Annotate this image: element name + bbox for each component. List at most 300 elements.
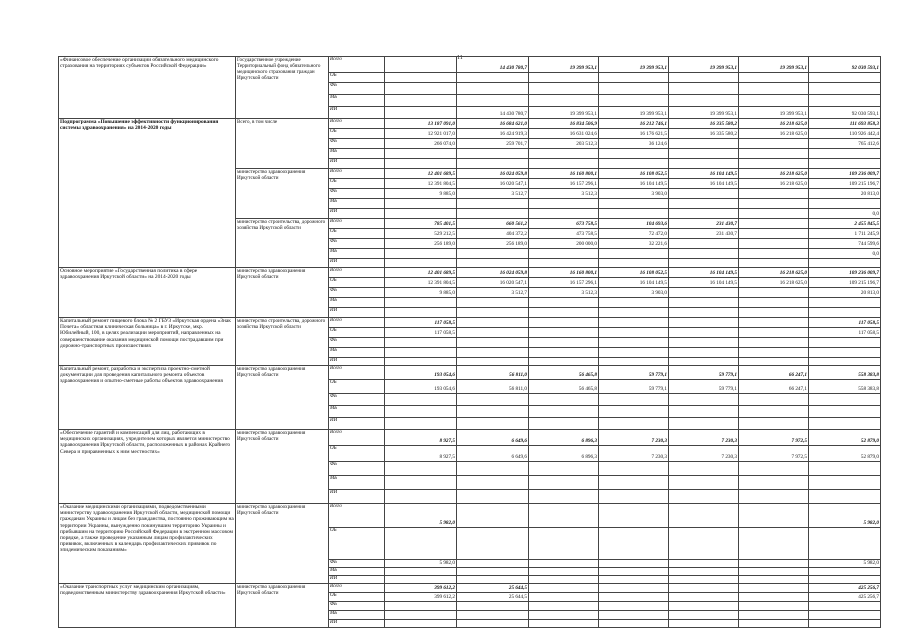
amount-cell: 16 218 625,0 (739, 129, 809, 139)
amount-cell: 6 649,6 (457, 430, 529, 446)
funding-source-cell: ОБ (329, 179, 385, 189)
amount-cell (669, 568, 739, 576)
funding-source-cell: МБ (329, 95, 385, 107)
amount-cell: 3 903,0 (599, 189, 669, 199)
amount-cell: 16 104 149,5 (599, 179, 669, 189)
amount-cell (669, 358, 739, 366)
amount-cell: 16 160 800,1 (529, 268, 599, 278)
amount-cell (457, 199, 529, 209)
amount-cell (669, 348, 739, 358)
amount-cell (529, 406, 599, 418)
program-name-cell: «Обеспечение гарантий и компенсаций для лиц, работающих в медицинских организациях, учредителем которых является министерство здравоохранения Иркутской области, расположенных в районах Крайнего Севера и приравненных к ним местностях» (59, 430, 236, 504)
amount-cell (599, 504, 669, 528)
amount-cell (739, 593, 809, 602)
amount-cell: 3 903,0 (599, 288, 669, 298)
amount-cell (739, 406, 809, 418)
amount-cell (529, 249, 599, 259)
amount-cell (385, 308, 457, 318)
program-name-cell: Подпрограмма «Повышение эффективности функционирования системы здравоохранения» на 2014-2020 годы (59, 119, 236, 268)
amount-cell (809, 358, 881, 366)
amount-cell (809, 568, 881, 576)
amount-cell (599, 602, 669, 611)
amount-cell (739, 249, 809, 259)
amount-cell: 109 215 196,7 (809, 179, 881, 189)
funding-table (58, 56, 881, 628)
amount-cell: 111 693 858,3 (809, 119, 881, 129)
amount-cell (669, 298, 739, 308)
amount-cell: 16 834 506,9 (529, 119, 599, 129)
amount-cell: 16 024 059,8 (457, 169, 529, 179)
amount-cell (739, 620, 809, 628)
amount-cell: 7 230,3 (669, 430, 739, 446)
amount-cell: 16 218 625,0 (739, 268, 809, 278)
amount-cell (529, 308, 599, 318)
amount-cell: 16 424 919,3 (457, 129, 529, 139)
amount-cell (529, 209, 599, 219)
amount-cell (599, 298, 669, 308)
program-name-cell: «Оказание медицинскими организациями, подведомственными министерству здравоохранения Иркутской области, медицинской помощи гражданам Украины и лицам без гражданства, постоянно проживающим на территории Украины, вынужденно покинувшим территорию Украины и прибывшим на территорию Российской Федерации в экстренном массовом порядке, а также проведение указанным лицам профилактических прививок, включенных в календарь профилактических прививок по эпидемическим показаниям» (59, 504, 236, 584)
amount-cell (385, 107, 457, 119)
amount-cell (385, 576, 457, 584)
amount-cell: 12 401 689,5 (385, 169, 457, 179)
amount-cell (669, 476, 739, 490)
amount-cell (385, 159, 457, 169)
amount-cell: 5 982,0 (809, 504, 881, 528)
amount-cell (599, 348, 669, 358)
executor-cell: министерство здравоохранения Иркутской области (236, 268, 329, 318)
amount-cell (457, 476, 529, 490)
amount-cell (739, 462, 809, 476)
amount-cell: 7 230,3 (599, 446, 669, 462)
amount-cell (739, 394, 809, 406)
amount-cell: 660 561,2 (457, 219, 529, 229)
amount-cell (457, 259, 529, 268)
amount-cell: 110 926 442,4 (809, 129, 881, 139)
amount-cell (457, 504, 529, 528)
amount-cell (739, 239, 809, 249)
amount-cell (599, 394, 669, 406)
funding-source-cell: МБ (329, 298, 385, 308)
amount-cell (529, 418, 599, 430)
amount-cell (739, 338, 809, 348)
amount-cell (669, 593, 739, 602)
amount-cell (739, 611, 809, 620)
amount-cell: 12 391 804,5 (385, 179, 457, 189)
amount-cell (669, 394, 739, 406)
amount-cell (599, 476, 669, 490)
amount-cell (599, 338, 669, 348)
funding-source-cell: Всего (329, 366, 385, 380)
amount-cell (529, 149, 599, 159)
amount-cell: 16 335 580,2 (669, 129, 739, 139)
amount-cell (739, 219, 809, 229)
amount-cell: 259 701,7 (457, 139, 529, 149)
program-name-cell: «Оказание транспортных услуг медицинским организациям, подведомственным министерству здравоохранения Иркутской области» (59, 584, 236, 628)
funding-source-cell: Всего (329, 268, 385, 278)
amount-cell: 19 399 953,1 (599, 57, 669, 73)
amount-cell (529, 602, 599, 611)
amount-cell (457, 249, 529, 259)
amount-cell (599, 308, 669, 318)
amount-cell: 6 896,3 (529, 446, 599, 462)
amount-cell (385, 95, 457, 107)
amount-cell (529, 576, 599, 584)
funding-source-cell: ОБ (329, 380, 385, 394)
amount-cell (739, 159, 809, 169)
amount-cell (385, 418, 457, 430)
amount-cell: 20 813,0 (809, 288, 881, 298)
program-name-cell: Основное мероприятие «Государственная политика в сфере здравоохранения Иркутской области» на 2014-2020 годы (59, 268, 236, 318)
amount-cell (457, 73, 529, 83)
amount-cell (457, 462, 529, 476)
amount-cell: 399 612,2 (385, 593, 457, 602)
amount-cell: 12 401 689,5 (385, 268, 457, 278)
funding-source-cell: Всего (329, 219, 385, 229)
amount-cell (669, 584, 739, 593)
amount-cell (457, 568, 529, 576)
amount-cell: 104 693,6 (599, 219, 669, 229)
amount-cell (457, 338, 529, 348)
amount-cell (739, 348, 809, 358)
amount-cell (809, 73, 881, 83)
amount-cell: 256 189,0 (457, 239, 529, 249)
funding-source-cell: ОБ (329, 229, 385, 239)
table-row (59, 430, 881, 446)
funding-source-cell: ФБ (329, 239, 385, 249)
amount-cell (457, 209, 529, 219)
amount-cell (385, 620, 457, 628)
funding-source-cell: ОБ (329, 528, 385, 560)
amount-cell: 19 399 953,1 (529, 57, 599, 73)
amount-cell: 16 104 149,5 (599, 278, 669, 288)
amount-cell: 16 020 547,1 (457, 278, 529, 288)
amount-cell (669, 560, 739, 568)
amount-cell: 203 512,3 (529, 139, 599, 149)
amount-cell (739, 418, 809, 430)
amount-cell: 19 399 953,1 (739, 57, 809, 73)
amount-cell (529, 584, 599, 593)
amount-cell (599, 528, 669, 560)
amount-cell: 56 811,0 (457, 366, 529, 380)
amount-cell (385, 338, 457, 348)
amount-cell: 193 054,6 (385, 366, 457, 380)
program-name-cell: «Финансовое обеспечение организации обязательного медицинского страхования на территориях субъектов Российской Федерации» (59, 57, 236, 119)
amount-cell (385, 348, 457, 358)
amount-cell (457, 611, 529, 620)
amount-cell: 16 157 296,1 (529, 278, 599, 288)
amount-cell (457, 490, 529, 504)
amount-cell: 9 885,0 (385, 288, 457, 298)
table-row (59, 504, 881, 528)
amount-cell: 3 512,3 (529, 288, 599, 298)
amount-cell (385, 57, 457, 73)
amount-cell: 5 982,0 (809, 560, 881, 568)
amount-cell (529, 159, 599, 169)
amount-cell (529, 611, 599, 620)
amount-cell: 117 058,5 (385, 328, 457, 338)
amount-cell (669, 528, 739, 560)
amount-cell (599, 490, 669, 504)
executor-cell: министерство здравоохранения Иркутской области (236, 366, 329, 430)
amount-cell (599, 149, 669, 159)
amount-cell (529, 73, 599, 83)
funding-source-cell: ФБ (329, 83, 385, 95)
funding-source-cell: Всего (329, 57, 385, 73)
amount-cell: 8 927,5 (385, 446, 457, 462)
amount-cell: 117 058,5 (385, 318, 457, 328)
amount-cell: 66 247,1 (739, 380, 809, 394)
funding-source-cell: МБ (329, 406, 385, 418)
amount-cell: 14 430 780,7 (457, 107, 529, 119)
amount-cell (739, 504, 809, 528)
amount-cell (385, 490, 457, 504)
amount-cell: 16 335 580,2 (669, 119, 739, 129)
amount-cell (385, 83, 457, 95)
funding-source-cell: ФБ (329, 602, 385, 611)
amount-cell (385, 568, 457, 576)
amount-cell (809, 611, 881, 620)
amount-cell: 59 779,1 (669, 380, 739, 394)
amount-cell (599, 576, 669, 584)
amount-cell: 16 024 059,8 (457, 268, 529, 278)
amount-cell (385, 73, 457, 83)
amount-cell (739, 199, 809, 209)
amount-cell (739, 73, 809, 83)
amount-cell (599, 328, 669, 338)
funding-source-cell: ИИ (329, 259, 385, 268)
amount-cell (599, 95, 669, 107)
amount-cell (739, 149, 809, 159)
amount-cell: 200 000,0 (529, 239, 599, 249)
funding-source-cell: ИИ (329, 490, 385, 504)
amount-cell: 16 218 625,0 (739, 169, 809, 179)
amount-cell (739, 139, 809, 149)
amount-cell (809, 418, 881, 430)
amount-cell (599, 418, 669, 430)
amount-cell (457, 348, 529, 358)
funding-source-cell: МБ (329, 249, 385, 259)
amount-cell: 56 465,8 (529, 380, 599, 394)
amount-cell (457, 298, 529, 308)
amount-cell (739, 209, 809, 219)
amount-cell (739, 308, 809, 318)
amount-cell (529, 318, 599, 328)
amount-cell (457, 83, 529, 95)
amount-cell: 231 430,7 (669, 219, 739, 229)
amount-cell: 117 058,5 (809, 328, 881, 338)
amount-cell: 109 236 009,7 (809, 169, 881, 179)
table-row (59, 318, 881, 328)
amount-cell (739, 83, 809, 95)
amount-cell: 14 430 780,7 (457, 57, 529, 73)
amount-cell: 12 921 017,0 (385, 129, 457, 139)
amount-cell (809, 576, 881, 584)
amount-cell (739, 560, 809, 568)
table-row (59, 57, 881, 73)
amount-cell (599, 568, 669, 576)
amount-cell (457, 95, 529, 107)
amount-cell: 52 879,0 (809, 446, 881, 462)
amount-cell (385, 358, 457, 366)
amount-cell: 16 218 625,0 (739, 179, 809, 189)
amount-cell (599, 209, 669, 219)
amount-cell (457, 328, 529, 338)
amount-cell: 16 108 052,5 (599, 268, 669, 278)
amount-cell: 12 391 804,5 (385, 278, 457, 288)
amount-cell: 36 124,6 (599, 139, 669, 149)
amount-cell: 92 030 593,1 (809, 107, 881, 119)
amount-cell: 529 212,5 (385, 229, 457, 239)
amount-cell (599, 584, 669, 593)
amount-cell (809, 338, 881, 348)
amount-cell (739, 576, 809, 584)
amount-cell (457, 418, 529, 430)
amount-cell: 16 212 746,1 (599, 119, 669, 129)
amount-cell (739, 358, 809, 366)
amount-cell: 7 972,5 (739, 430, 809, 446)
amount-cell (809, 620, 881, 628)
amount-cell: 59 779,1 (599, 366, 669, 380)
amount-cell: 16 176 621,5 (599, 129, 669, 139)
amount-cell (385, 394, 457, 406)
amount-cell (669, 490, 739, 504)
amount-cell (669, 159, 739, 169)
amount-cell: 765 412,6 (809, 139, 881, 149)
amount-cell (669, 139, 739, 149)
amount-cell (529, 83, 599, 95)
amount-cell: 25 644,5 (457, 584, 529, 593)
executor-cell: министерство здравоохранения Иркутской области (236, 430, 329, 504)
amount-cell (669, 462, 739, 476)
amount-cell (385, 249, 457, 259)
funding-source-cell: МБ (329, 348, 385, 358)
amount-cell (457, 602, 529, 611)
amount-cell (809, 298, 881, 308)
funding-source-cell: МБ (329, 476, 385, 490)
amount-cell (669, 95, 739, 107)
amount-cell (385, 462, 457, 476)
funding-source-cell: Всего (329, 584, 385, 593)
amount-cell (529, 504, 599, 528)
executor-cell: Государственное учреждение Территориальный фонд обязательного медицинского страхования граждан Иркутской области (236, 57, 329, 119)
amount-cell: 19 399 953,1 (669, 57, 739, 73)
amount-cell (385, 602, 457, 611)
amount-cell: 558 383,8 (809, 366, 881, 380)
program-name-cell: Капитальный ремонт, разработка и экспертиза проектно-сметной документации для проведения капитального ремонта объектов здравоохранения и опытно-сметные работы объектов здравоохранения (59, 366, 236, 430)
amount-cell (809, 476, 881, 490)
funding-source-cell: ИИ (329, 159, 385, 169)
amount-cell: 231 430,7 (669, 229, 739, 239)
amount-cell (385, 528, 457, 560)
amount-cell: 673 758,5 (529, 219, 599, 229)
amount-cell (809, 602, 881, 611)
amount-cell: 16 104 149,5 (669, 179, 739, 189)
amount-cell (599, 620, 669, 628)
funding-source-cell: ОБ (329, 129, 385, 139)
amount-cell (599, 199, 669, 209)
amount-cell: 5 982,0 (385, 560, 457, 568)
amount-cell (739, 318, 809, 328)
amount-cell: 32 221,6 (599, 239, 669, 249)
funding-source-cell: ФБ (329, 338, 385, 348)
amount-cell (809, 159, 881, 169)
amount-cell: 399 612,2 (385, 584, 457, 593)
amount-cell (457, 394, 529, 406)
amount-cell: 59 779,1 (669, 366, 739, 380)
amount-cell (529, 462, 599, 476)
amount-cell (529, 394, 599, 406)
amount-cell (669, 73, 739, 83)
amount-cell (599, 611, 669, 620)
amount-cell (457, 528, 529, 560)
amount-cell: 109 215 196,7 (809, 278, 881, 288)
amount-cell (599, 259, 669, 268)
amount-cell (529, 298, 599, 308)
amount-cell (529, 593, 599, 602)
amount-cell (385, 259, 457, 268)
amount-cell (599, 593, 669, 602)
amount-cell (599, 406, 669, 418)
amount-cell: 473 758,5 (529, 229, 599, 239)
amount-cell (739, 288, 809, 298)
funding-source-cell: ИИ (329, 308, 385, 318)
amount-cell (669, 318, 739, 328)
amount-cell: 56 465,8 (529, 366, 599, 380)
amount-cell: 16 020 547,1 (457, 179, 529, 189)
amount-cell: 19 399 953,1 (599, 107, 669, 119)
amount-cell (457, 406, 529, 418)
amount-cell (739, 584, 809, 593)
funding-source-cell: Всего (329, 430, 385, 446)
amount-cell (809, 394, 881, 406)
amount-cell (599, 318, 669, 328)
executor-cell: министерство строительства, дорожного хозяйства Иркутской области (236, 318, 329, 366)
amount-cell (809, 490, 881, 504)
amount-cell: 266 074,0 (385, 139, 457, 149)
amount-cell (809, 95, 881, 107)
table-row (59, 584, 881, 593)
funding-source-cell: ОБ (329, 328, 385, 338)
amount-cell (385, 476, 457, 490)
amount-cell: 8 927,5 (385, 430, 457, 446)
amount-cell (457, 620, 529, 628)
funding-source-cell: ФБ (329, 288, 385, 298)
amount-cell (529, 348, 599, 358)
amount-cell: 6 896,3 (529, 430, 599, 446)
amount-cell (457, 159, 529, 169)
funding-source-cell: МБ (329, 199, 385, 209)
amount-cell (739, 298, 809, 308)
amount-cell: 16 104 149,5 (669, 268, 739, 278)
amount-cell (669, 602, 739, 611)
funding-source-cell: ФБ (329, 462, 385, 476)
amount-cell (385, 298, 457, 308)
amount-cell (529, 338, 599, 348)
amount-cell: 3 512,3 (529, 189, 599, 199)
amount-cell: 16 160 800,1 (529, 169, 599, 179)
amount-cell: 16 218 625,0 (739, 119, 809, 129)
amount-cell (669, 189, 739, 199)
amount-cell (739, 568, 809, 576)
executor-cell: министерство здравоохранения Иркутской области (236, 169, 329, 219)
amount-cell: 109 236 009,7 (809, 268, 881, 278)
funding-source-cell: ОБ (329, 593, 385, 602)
amount-cell (529, 328, 599, 338)
amount-cell (385, 406, 457, 418)
amount-cell: 7 230,3 (599, 430, 669, 446)
amount-cell: 92 030 593,1 (809, 57, 881, 73)
amount-cell: 59 779,1 (599, 380, 669, 394)
